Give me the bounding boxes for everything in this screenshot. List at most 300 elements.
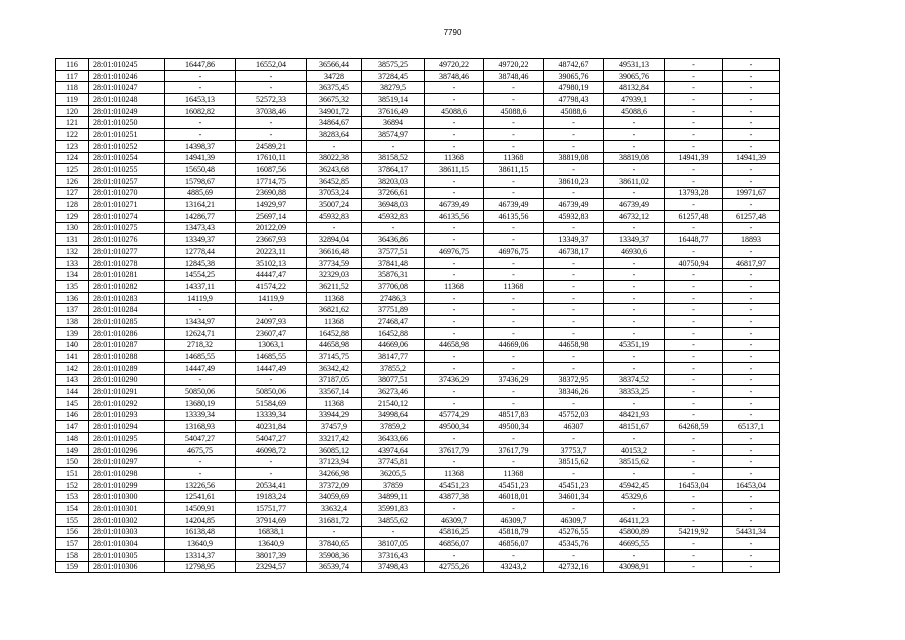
- table-cell: -: [604, 549, 665, 561]
- table-cell: -: [425, 316, 484, 328]
- table-cell: -: [165, 468, 236, 480]
- table-cell: 38574,97: [362, 129, 425, 141]
- table-cell: -: [723, 246, 780, 258]
- table-cell: 37734,59: [307, 257, 362, 269]
- table-cell: 14204,85: [165, 514, 236, 526]
- table-cell: 40231,84: [236, 421, 307, 433]
- table-cell: -: [425, 386, 484, 398]
- table-cell: -: [484, 386, 544, 398]
- table-cell: 45800,89: [604, 526, 665, 538]
- table-cell: -: [425, 222, 484, 234]
- table-cell: -: [425, 304, 484, 316]
- table-cell: 28:01:010247: [89, 82, 165, 94]
- table-cell: 28:01:010298: [89, 468, 165, 480]
- table-cell: -: [665, 374, 723, 386]
- table-cell: -: [665, 468, 723, 480]
- table-cell: 16453,04: [665, 479, 723, 491]
- table-cell: 13339,34: [165, 409, 236, 421]
- table-cell: -: [484, 222, 544, 234]
- table-cell: 46732,12: [604, 210, 665, 222]
- table-cell: 37859: [362, 479, 425, 491]
- table-cell: 34266,98: [307, 468, 362, 480]
- table-cell: 28:01:010274: [89, 210, 165, 222]
- table-cell: -: [665, 503, 723, 515]
- table-cell: 39065,76: [544, 70, 604, 82]
- table-row: [56, 222, 780, 234]
- table-cell: 28:01:010295: [89, 433, 165, 445]
- table-row: [56, 175, 780, 187]
- table-cell: -: [425, 397, 484, 409]
- table-cell: -: [604, 164, 665, 176]
- table-cell: 36433,66: [362, 433, 425, 445]
- table-cell: -: [604, 292, 665, 304]
- table-cell: 45932,83: [362, 210, 425, 222]
- table-cell: -: [723, 327, 780, 339]
- table-cell: 38575,25: [362, 59, 425, 71]
- table-cell: 36616,48: [307, 246, 362, 258]
- table-cell: -: [723, 105, 780, 117]
- table-cell: -: [425, 503, 484, 515]
- table-cell: 14447,49: [236, 362, 307, 374]
- table-cell: -: [425, 549, 484, 561]
- table-cell: -: [665, 199, 723, 211]
- table-cell: 36205,5: [362, 468, 425, 480]
- table-row: [56, 140, 780, 152]
- table-cell: 46739,49: [425, 199, 484, 211]
- table-cell: 51584,69: [236, 397, 307, 409]
- table-cell: 23667,93: [236, 234, 307, 246]
- table-cell: -: [665, 292, 723, 304]
- table-cell: 36948,03: [362, 199, 425, 211]
- table-cell: 28:01:010290: [89, 374, 165, 386]
- table-cell: -: [665, 82, 723, 94]
- table-cell: 46739,49: [484, 199, 544, 211]
- table-cell: 46739,49: [544, 199, 604, 211]
- table-cell: 34998,64: [362, 409, 425, 421]
- table-row: [56, 433, 780, 445]
- table-cell: 46738,17: [544, 246, 604, 258]
- table-cell: 15650,48: [165, 164, 236, 176]
- table-cell: 45276,55: [544, 526, 604, 538]
- table-cell: -: [484, 327, 544, 339]
- table-cell: 149: [56, 444, 89, 456]
- table-cell: -: [665, 94, 723, 106]
- table-cell: -: [425, 433, 484, 445]
- table-cell: 118: [56, 82, 89, 94]
- table-cell: -: [484, 82, 544, 94]
- table-cell: 38748,46: [425, 70, 484, 82]
- table-cell: 13349,37: [165, 234, 236, 246]
- table-cell: 35991,83: [362, 503, 425, 515]
- table-cell: 124: [56, 152, 89, 164]
- table-cell: 36675,32: [307, 94, 362, 106]
- table-cell: 45088,6: [425, 105, 484, 117]
- table-cell: 65137,1: [723, 421, 780, 433]
- table-cell: 36821,62: [307, 304, 362, 316]
- table-cell: 44658,98: [544, 339, 604, 351]
- table-cell: -: [665, 397, 723, 409]
- table-cell: -: [723, 456, 780, 468]
- table-cell: 49720,22: [484, 59, 544, 71]
- table-cell: 36452,85: [307, 175, 362, 187]
- table-cell: -: [544, 187, 604, 199]
- table-cell: -: [723, 503, 780, 515]
- table-cell: -: [484, 94, 544, 106]
- table-cell: 34901,72: [307, 105, 362, 117]
- table-cell: 13063,1: [236, 339, 307, 351]
- table-cell: 28:01:010255: [89, 164, 165, 176]
- table-cell: 48151,67: [604, 421, 665, 433]
- table-cell: -: [484, 351, 544, 363]
- table-cell: -: [544, 117, 604, 129]
- table-cell: -: [723, 433, 780, 445]
- table-cell: 16138,48: [165, 526, 236, 538]
- table-cell: -: [665, 339, 723, 351]
- table-cell: 37577,51: [362, 246, 425, 258]
- table-cell: 14554,25: [165, 269, 236, 281]
- table-cell: 36342,42: [307, 362, 362, 374]
- table-row: [56, 187, 780, 199]
- table-cell: 28:01:010285: [89, 316, 165, 328]
- table-cell: -: [165, 82, 236, 94]
- table-cell: 20223,11: [236, 246, 307, 258]
- table-cell: -: [604, 433, 665, 445]
- table-cell: 143: [56, 374, 89, 386]
- table-cell: 47798,43: [544, 94, 604, 106]
- table-cell: 32329,03: [307, 269, 362, 281]
- table-cell: -: [484, 397, 544, 409]
- table-row: [56, 456, 780, 468]
- table-cell: 14119,9: [236, 292, 307, 304]
- table-cell: 47939,1: [604, 94, 665, 106]
- table-cell: 139: [56, 327, 89, 339]
- table-cell: 38611,02: [604, 175, 665, 187]
- table-cell: 23607,47: [236, 327, 307, 339]
- table-cell: -: [165, 374, 236, 386]
- table-cell: -: [723, 538, 780, 550]
- table-cell: 40153,2: [604, 444, 665, 456]
- table-cell: 142: [56, 362, 89, 374]
- table-cell: 136: [56, 292, 89, 304]
- table-cell: -: [723, 140, 780, 152]
- table-cell: 32894,04: [307, 234, 362, 246]
- table-cell: 13339,34: [236, 409, 307, 421]
- table-cell: 14119,9: [165, 292, 236, 304]
- table-cell: 38147,77: [362, 351, 425, 363]
- table-cell: -: [723, 281, 780, 293]
- table-cell: -: [665, 549, 723, 561]
- table-cell: 38748,46: [484, 70, 544, 82]
- table-cell: 16838,1: [236, 526, 307, 538]
- table-cell: 50850,06: [236, 386, 307, 398]
- table-cell: 49531,13: [604, 59, 665, 71]
- table-cell: -: [362, 526, 425, 538]
- table-row: [56, 292, 780, 304]
- table-cell: 28:01:010284: [89, 304, 165, 316]
- table-cell: -: [723, 316, 780, 328]
- table-cell: 13640,9: [165, 538, 236, 550]
- table-cell: -: [544, 549, 604, 561]
- table-cell: -: [723, 549, 780, 561]
- table-cell: -: [236, 70, 307, 82]
- table-cell: -: [723, 129, 780, 141]
- table-row: [56, 362, 780, 374]
- table-cell: 157: [56, 538, 89, 550]
- table-cell: 13680,19: [165, 397, 236, 409]
- table-cell: 46976,75: [425, 246, 484, 258]
- table-cell: -: [723, 199, 780, 211]
- table-cell: 20534,41: [236, 479, 307, 491]
- table-cell: -: [665, 117, 723, 129]
- table-cell: 37616,49: [362, 105, 425, 117]
- table-cell: 46307: [544, 421, 604, 433]
- table-cell: 45451,23: [425, 479, 484, 491]
- table-cell: -: [665, 222, 723, 234]
- table-cell: 49500,34: [425, 421, 484, 433]
- table-cell: -: [425, 140, 484, 152]
- table-cell: 14929,97: [236, 199, 307, 211]
- table-row: [56, 526, 780, 538]
- table-cell: 46739,49: [604, 199, 665, 211]
- table-cell: 127: [56, 187, 89, 199]
- table-cell: 37864,17: [362, 164, 425, 176]
- table-cell: 33217,42: [307, 433, 362, 445]
- table-cell: -: [665, 140, 723, 152]
- table-cell: 12845,38: [165, 257, 236, 269]
- table-cell: -: [665, 304, 723, 316]
- table-cell: 137: [56, 304, 89, 316]
- table-cell: 28:01:010270: [89, 187, 165, 199]
- table-cell: -: [723, 468, 780, 480]
- table-row: [56, 164, 780, 176]
- table-cell: 38374,52: [604, 374, 665, 386]
- table-cell: 123: [56, 140, 89, 152]
- table-cell: 152: [56, 479, 89, 491]
- table-cell: -: [544, 503, 604, 515]
- table-cell: 49720,22: [425, 59, 484, 71]
- table-cell: -: [484, 257, 544, 269]
- table-cell: 14286,77: [165, 210, 236, 222]
- table-cell: -: [484, 129, 544, 141]
- table-cell: 28:01:010245: [89, 59, 165, 71]
- table-cell: 45932,83: [307, 210, 362, 222]
- table-cell: -: [604, 304, 665, 316]
- table-cell: 42755,26: [425, 561, 484, 573]
- table-cell: 37038,46: [236, 105, 307, 117]
- table-cell: 28:01:010286: [89, 327, 165, 339]
- table-cell: 19971,67: [723, 187, 780, 199]
- table-cell: -: [544, 140, 604, 152]
- table-cell: 11368: [307, 292, 362, 304]
- table-cell: 43974,64: [362, 444, 425, 456]
- table-cell: 2718,32: [165, 339, 236, 351]
- table-cell: -: [604, 257, 665, 269]
- table-cell: 155: [56, 514, 89, 526]
- table-cell: -: [665, 538, 723, 550]
- table-cell: -: [236, 117, 307, 129]
- table-row: [56, 257, 780, 269]
- table-cell: 13168,93: [165, 421, 236, 433]
- table-cell: -: [723, 292, 780, 304]
- table-cell: 45818,79: [484, 526, 544, 538]
- table-cell: -: [425, 187, 484, 199]
- table-cell: 34899,11: [362, 491, 425, 503]
- table-cell: -: [723, 59, 780, 71]
- table-cell: -: [604, 351, 665, 363]
- table-cell: 141: [56, 351, 89, 363]
- table-cell: -: [665, 175, 723, 187]
- table-cell: 37053,24: [307, 187, 362, 199]
- table-cell: -: [544, 257, 604, 269]
- table-cell: -: [544, 468, 604, 480]
- table-cell: 27486,3: [362, 292, 425, 304]
- table-cell: 23690,88: [236, 187, 307, 199]
- table-cell: 16087,56: [236, 164, 307, 176]
- table-cell: 126: [56, 175, 89, 187]
- table-cell: 28:01:010271: [89, 199, 165, 211]
- table-cell: -: [362, 140, 425, 152]
- table-cell: -: [544, 129, 604, 141]
- table-cell: 154: [56, 503, 89, 515]
- table-cell: 37745,81: [362, 456, 425, 468]
- table-cell: 46098,72: [236, 444, 307, 456]
- table-cell: 54219,92: [665, 526, 723, 538]
- table-row: [56, 339, 780, 351]
- table-cell: 36085,12: [307, 444, 362, 456]
- table-cell: -: [604, 397, 665, 409]
- table-cell: 48517,83: [484, 409, 544, 421]
- table-cell: -: [484, 292, 544, 304]
- table-row: [56, 409, 780, 421]
- table-cell: 34601,34: [544, 491, 604, 503]
- table-cell: 54047,27: [165, 433, 236, 445]
- table-cell: 25697,14: [236, 210, 307, 222]
- table-cell: 44447,47: [236, 269, 307, 281]
- table-cell: 38519,14: [362, 94, 425, 106]
- table-cell: 34864,67: [307, 117, 362, 129]
- table-cell: -: [544, 304, 604, 316]
- table-cell: 35007,24: [307, 199, 362, 211]
- table-cell: 28:01:010301: [89, 503, 165, 515]
- table-cell: 37751,89: [362, 304, 425, 316]
- table-cell: -: [665, 129, 723, 141]
- table-row: [56, 421, 780, 433]
- table-cell: 37123,94: [307, 456, 362, 468]
- table-cell: 34855,62: [362, 514, 425, 526]
- table-cell: 20122,09: [236, 222, 307, 234]
- table-cell: -: [484, 117, 544, 129]
- table-cell: -: [484, 234, 544, 246]
- table-cell: 135: [56, 281, 89, 293]
- table-cell: 148: [56, 433, 89, 445]
- table-cell: -: [604, 316, 665, 328]
- table-cell: 28:01:010306: [89, 561, 165, 573]
- table-cell: -: [484, 316, 544, 328]
- table-cell: 45451,23: [484, 479, 544, 491]
- table-cell: -: [544, 222, 604, 234]
- table-cell: -: [544, 281, 604, 293]
- table-cell: 48132,84: [604, 82, 665, 94]
- table-cell: -: [665, 433, 723, 445]
- table-cell: 37372,09: [307, 479, 362, 491]
- table-cell: 15751,77: [236, 503, 307, 515]
- table-cell: -: [604, 117, 665, 129]
- table-cell: 38353,25: [604, 386, 665, 398]
- table-cell: 120: [56, 105, 89, 117]
- table-cell: -: [604, 222, 665, 234]
- table-cell: -: [307, 526, 362, 538]
- table-cell: 16453,04: [723, 479, 780, 491]
- table-cell: 46018,01: [484, 491, 544, 503]
- table-row: [56, 117, 780, 129]
- table-cell: 48742,67: [544, 59, 604, 71]
- table-cell: 159: [56, 561, 89, 573]
- table-cell: 28:01:010252: [89, 140, 165, 152]
- table-cell: -: [665, 327, 723, 339]
- table-cell: 54431,34: [723, 526, 780, 538]
- table-cell: 33567,14: [307, 386, 362, 398]
- table-cell: -: [665, 362, 723, 374]
- table-cell: -: [723, 561, 780, 573]
- table-cell: -: [544, 292, 604, 304]
- table-cell: 45088,6: [604, 105, 665, 117]
- table-cell: 46135,56: [425, 210, 484, 222]
- table-cell: -: [723, 222, 780, 234]
- table-cell: 38022,38: [307, 152, 362, 164]
- table-cell: 37841,48: [362, 257, 425, 269]
- table-cell: 15798,67: [165, 175, 236, 187]
- table-row: [56, 246, 780, 258]
- table-cell: 37284,45: [362, 70, 425, 82]
- table-cell: -: [484, 433, 544, 445]
- table-cell: 37498,43: [362, 561, 425, 573]
- table-cell: 28:01:010248: [89, 94, 165, 106]
- table-cell: 38158,52: [362, 152, 425, 164]
- table-cell: 28:01:010303: [89, 526, 165, 538]
- table-cell: 119: [56, 94, 89, 106]
- table-cell: 47980,19: [544, 82, 604, 94]
- table-cell: 37855,2: [362, 362, 425, 374]
- table-cell: -: [165, 129, 236, 141]
- table-cell: 45345,76: [544, 538, 604, 550]
- table-cell: 158: [56, 549, 89, 561]
- table-cell: 36539,74: [307, 561, 362, 573]
- table-cell: 46930,6: [604, 246, 665, 258]
- table-cell: -: [544, 397, 604, 409]
- table-cell: -: [723, 362, 780, 374]
- table-cell: 36211,52: [307, 281, 362, 293]
- table-cell: -: [723, 175, 780, 187]
- table-cell: -: [723, 94, 780, 106]
- table-cell: -: [665, 351, 723, 363]
- table-cell: -: [484, 175, 544, 187]
- table-cell: 45816,25: [425, 526, 484, 538]
- table-cell: 38346,26: [544, 386, 604, 398]
- table-cell: 131: [56, 234, 89, 246]
- table-cell: -: [165, 70, 236, 82]
- table-cell: -: [604, 468, 665, 480]
- table-cell: 45752,03: [544, 409, 604, 421]
- table-cell: -: [665, 386, 723, 398]
- table-cell: 133: [56, 257, 89, 269]
- table-cell: -: [236, 129, 307, 141]
- table-cell: 50850,06: [165, 386, 236, 398]
- table-cell: 40750,94: [665, 257, 723, 269]
- table-cell: 12798,95: [165, 561, 236, 573]
- table-cell: 35876,31: [362, 269, 425, 281]
- table-cell: -: [604, 327, 665, 339]
- table-cell: 28:01:010277: [89, 246, 165, 258]
